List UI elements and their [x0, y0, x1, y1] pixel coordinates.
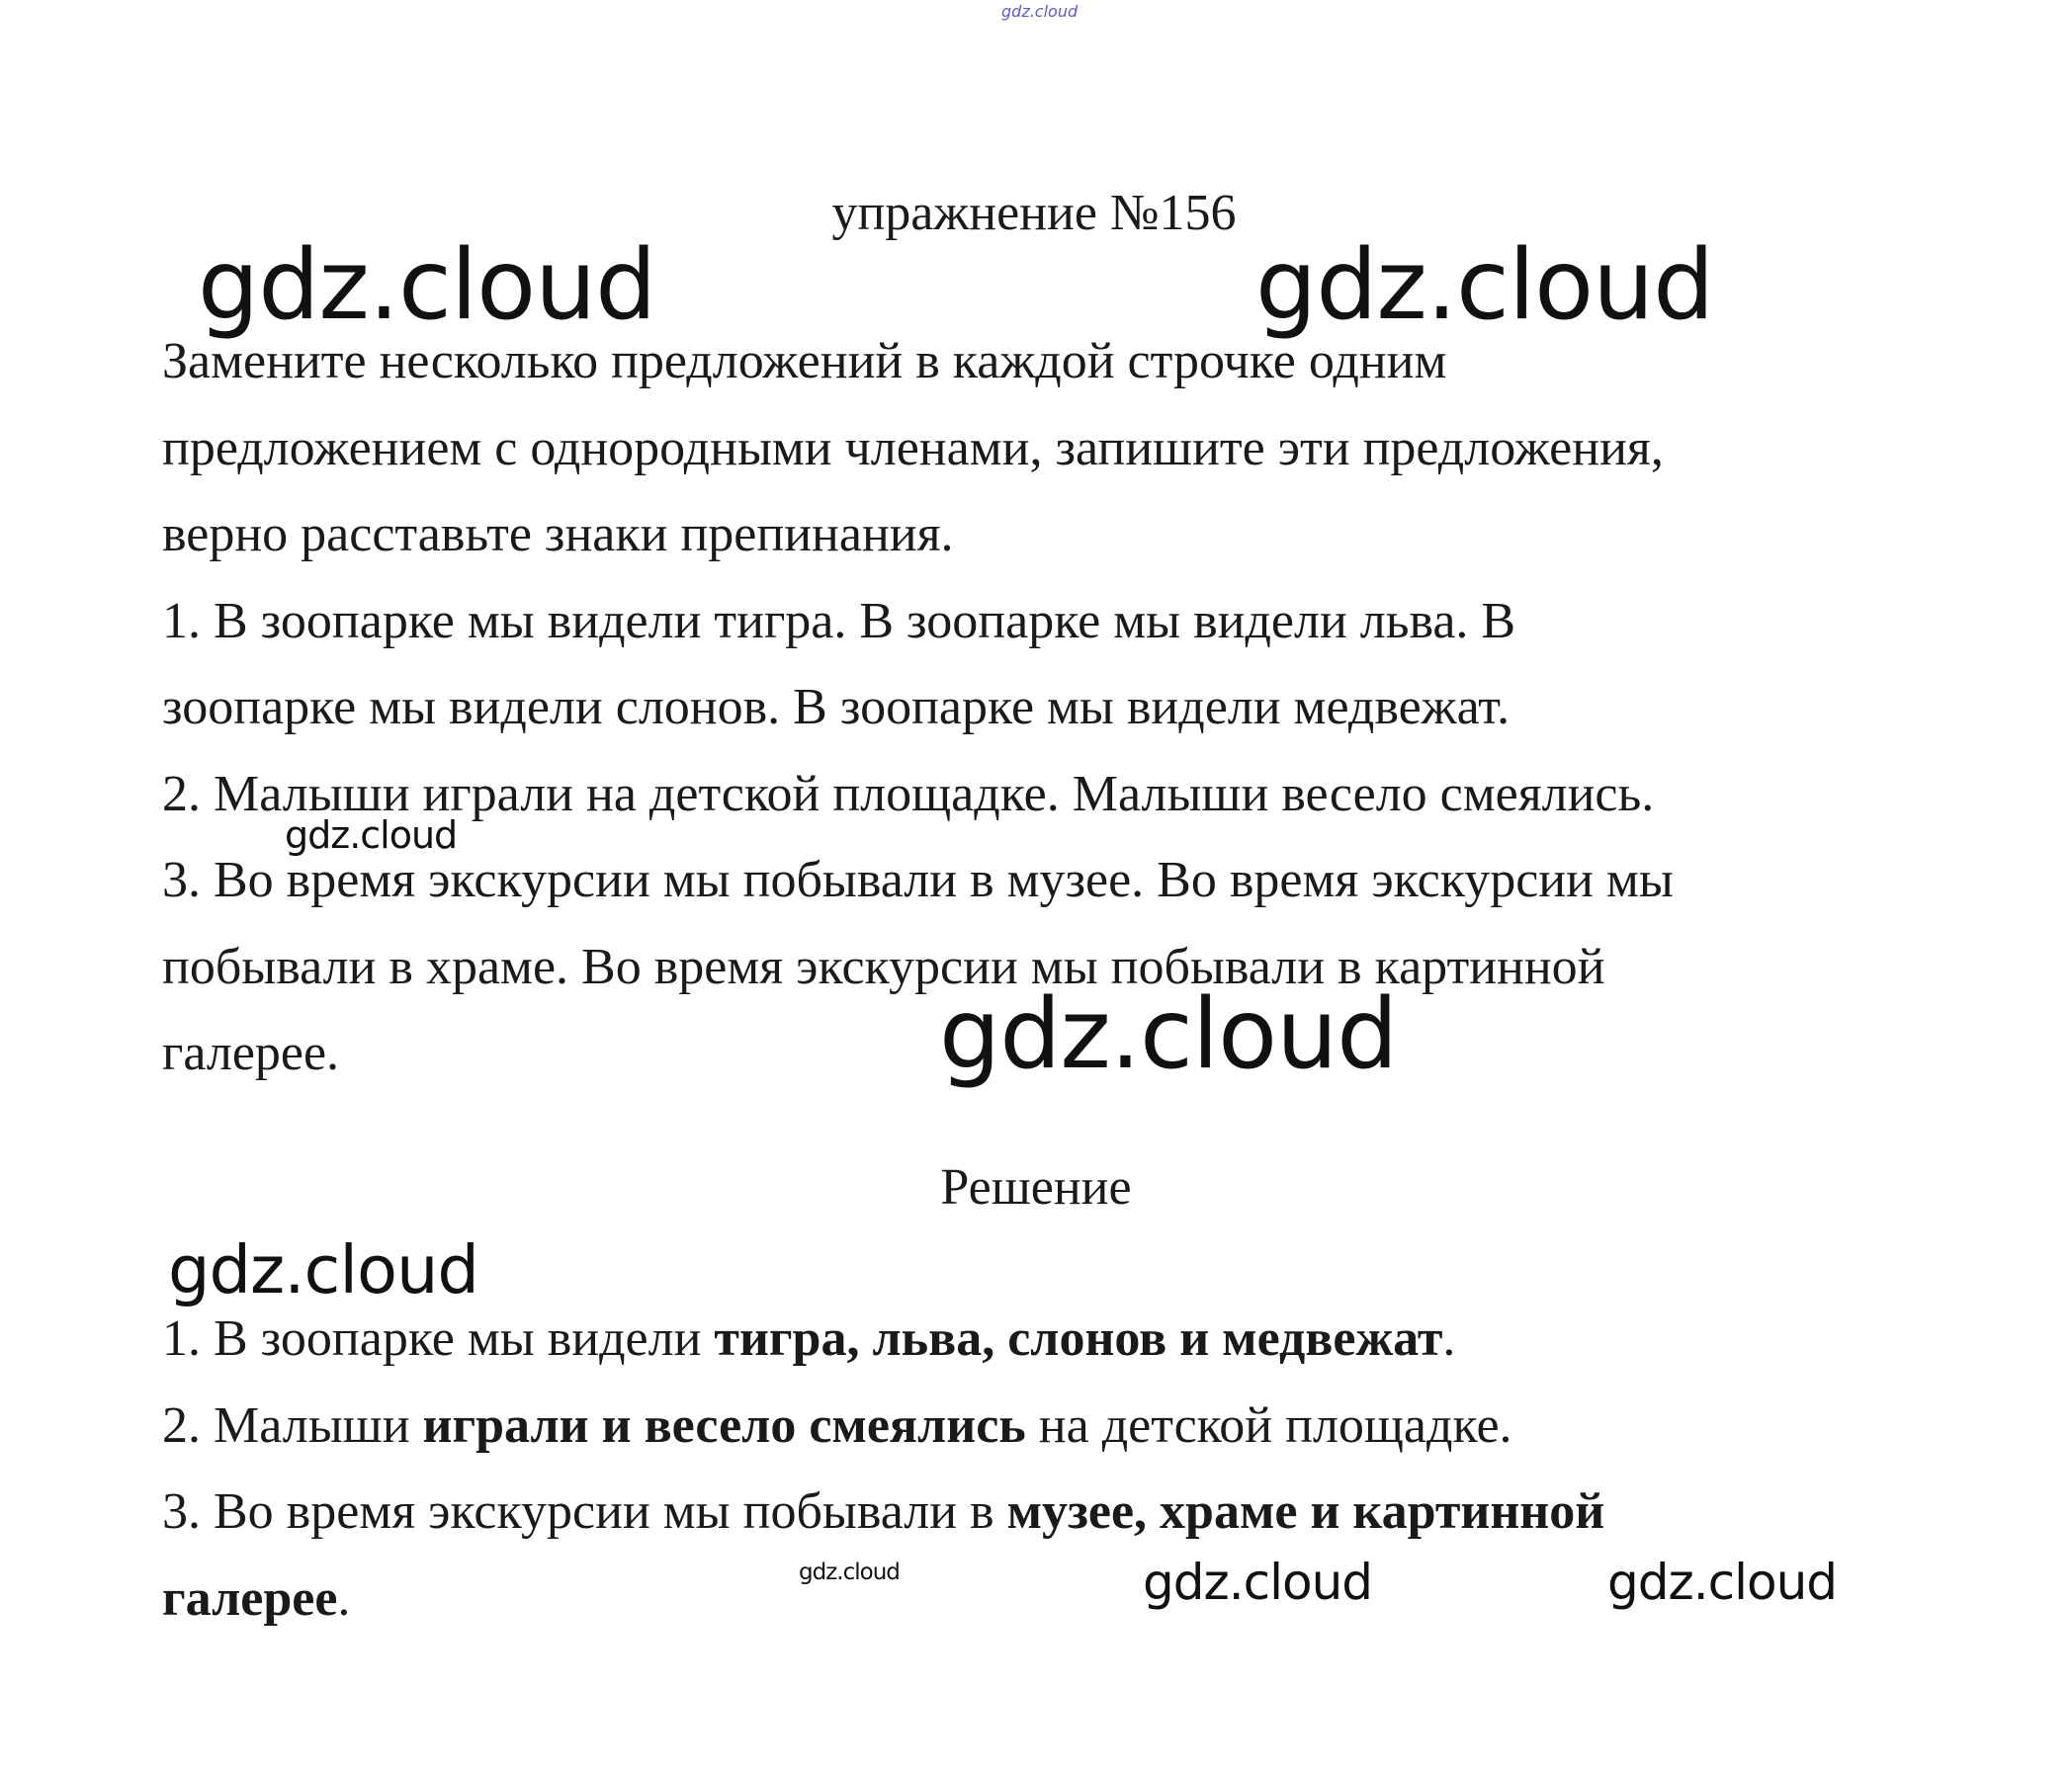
task-item-line: 1. В зоопарке мы видели тигра. В зоопарке мы видели льва. В — [162, 592, 1516, 649]
watermark: gdz.cloud — [799, 1560, 900, 1585]
watermark: gdz.cloud — [168, 1231, 478, 1308]
watermark: gdz.cloud — [1143, 1554, 1373, 1611]
solution-item-3-emphasis: музее, храме и картинной — [1006, 1483, 1605, 1540]
task-item-line: галерее. — [162, 1025, 340, 1081]
task-intro-line: Замените несколько предложений в каждой строчке одним — [162, 333, 1447, 389]
task-intro-line: предложением с однородными членами, запишите эти предложения, — [162, 419, 1664, 476]
solution-item-1 — [162, 1296, 1942, 1383]
solution-item-1-emphasis: тигра, льва, слонов и медвежат — [714, 1310, 1443, 1367]
solution-title: Решение — [940, 1159, 1132, 1216]
task-item-line: зоопарке мы видели слонов. В зоопарке мы видели медвежат. — [162, 679, 1511, 735]
solution-item-2 — [162, 1383, 1942, 1470]
solution-item-2-emphasis: играли и весело смеялись — [422, 1396, 1026, 1454]
task-item-line: 2. Малыши играли на детской площадке. Малыши весело смеялись. — [162, 765, 1655, 822]
solution-item-2-prefix: 2. Малыши — [162, 1396, 423, 1454]
solution-item-1-prefix: 1. В зоопарке мы видели — [162, 1310, 715, 1367]
solution-item-1-suffix: . — [1442, 1310, 1456, 1367]
exercise-heading-text: упражнение №156 — [831, 185, 1237, 241]
task-intro-line: верно расставьте знаки препинания. — [162, 506, 954, 562]
solution-item-3-prefix: 3. Во время экскурсии мы побывали в — [162, 1483, 1007, 1540]
solution-item-2-suffix: на детской площадке. — [1025, 1396, 1512, 1454]
watermark: gdz.cloud — [1255, 229, 1714, 342]
watermark: gdz.cloud — [939, 978, 1398, 1091]
task-item-line: 3. Во время экскурсии мы побывали в музее. Во время экскурсии мы — [162, 852, 1674, 908]
watermark: gdz.cloud — [285, 813, 458, 857]
solution-item-3-line-1 — [162, 1469, 1942, 1556]
watermark: gdz.cloud — [198, 229, 656, 342]
task-item-line: побывали в храме. Во время экскурсии мы побывали в картинной — [162, 938, 1605, 995]
top-site-link[interactable]: gdz.cloud — [1001, 2, 1079, 21]
solution-item-3-emphasis-continued: галерее — [162, 1569, 338, 1627]
watermark: gdz.cloud — [1607, 1554, 1838, 1611]
solution-item-3-suffix: . — [337, 1569, 351, 1627]
